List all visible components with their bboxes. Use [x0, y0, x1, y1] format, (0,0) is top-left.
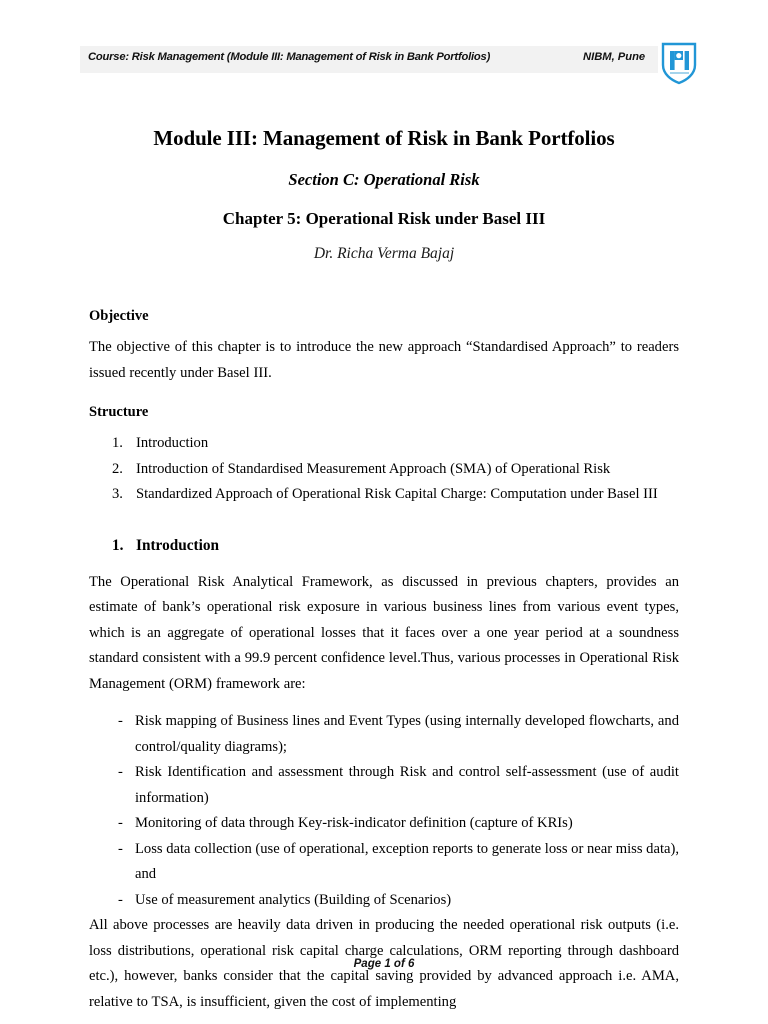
list-item-label: Risk mapping of Business lines and Event Types (using internally developed flowcharts, and control/quality diagrams); — [135, 713, 679, 755]
introduction-paragraph-1: The Operational Risk Analytical Framework, as discussed in previous chapters, provides an estimate of bank’s operational risk exposure in various business lines from various event types, which is an aggregate of operational losses that it faces over a one year period at a soundness standard consistent with a 99.9 percent confidence level.Thus, various processes in Operational Risk Management (ORM) framework are: — [89, 573, 679, 692]
section-heading-label: Introduction — [136, 536, 220, 554]
list-item-label: Introduction — [136, 435, 209, 451]
list-marker: 1. — [112, 435, 123, 451]
list-marker: - — [118, 764, 123, 780]
list-item — [89, 760, 679, 811]
objective-heading: Objective — [89, 308, 149, 324]
orm-process-list — [89, 709, 679, 913]
nibm-shield-logo-icon — [659, 38, 699, 86]
running-header — [0, 46, 768, 76]
list-item — [89, 709, 679, 760]
list-item — [89, 482, 679, 508]
list-marker: - — [118, 713, 123, 729]
list-item-label: Standardized Approach of Operational Risk Capital Charge: Computation under Basel III — [136, 486, 658, 502]
chapter-title: Chapter 5: Operational Risk under Basel III — [222, 209, 546, 228]
section-title: Section C: Operational Risk — [288, 170, 480, 189]
document-title: Module III: Management of Risk in Bank Portfolios — [153, 126, 615, 150]
list-marker: 2. — [112, 460, 123, 477]
list-marker: - — [118, 891, 123, 908]
list-item — [89, 837, 679, 888]
objective-paragraph: The objective of this chapter is to introduce the new approach “Standardised Approach” to readers issued recently under Basel III. — [89, 339, 679, 381]
list-item-label: Risk Identification and assessment through Risk and control self-assessment (use of audit information) — [135, 764, 679, 806]
structure-list — [89, 431, 679, 508]
list-marker: - — [118, 815, 123, 831]
structure-heading: Structure — [89, 404, 149, 420]
header-course-text: Course: Risk Management (Module III: Management of Risk in Bank Portfolios) — [88, 51, 491, 63]
document-body — [89, 308, 679, 1015]
list-item — [89, 457, 679, 483]
list-item — [89, 888, 679, 914]
list-item — [89, 811, 679, 837]
introduction-paragraph-2: All above processes are heavily data driven in producing the needed operational risk outputs (i.e. loss distributions, operational risk capital charge calculations, ORM reporting through dashboard etc.), however, banks consider that the capital saving provided by advanced approach i.e. AMA, relative to TSA, is insufficient, given the cost of implementing — [89, 917, 679, 1010]
header-organisation-text: NIBM, Pune — [583, 51, 646, 63]
list-item-label: Introduction of Standardised Measurement Approach (SMA) of Operational Risk — [136, 460, 611, 477]
author-byline: Dr. Richa Verma Bajaj — [313, 245, 455, 262]
list-marker: - — [118, 840, 123, 857]
list-item — [89, 431, 679, 457]
list-marker: 3. — [112, 486, 123, 502]
list-item-label: Loss data collection (use of operational, exception reports to generate loss or near miss data), and — [135, 840, 679, 882]
section-number: 1. — [112, 536, 124, 554]
introduction-section-heading — [89, 534, 679, 558]
list-item-label: Monitoring of data through Key-risk-indicator definition (capture of KRIs) — [135, 815, 573, 831]
page-footer: Page 1 of 6 — [353, 958, 415, 970]
list-item-label: Use of measurement analytics (Building of Scenarios) — [135, 891, 452, 908]
